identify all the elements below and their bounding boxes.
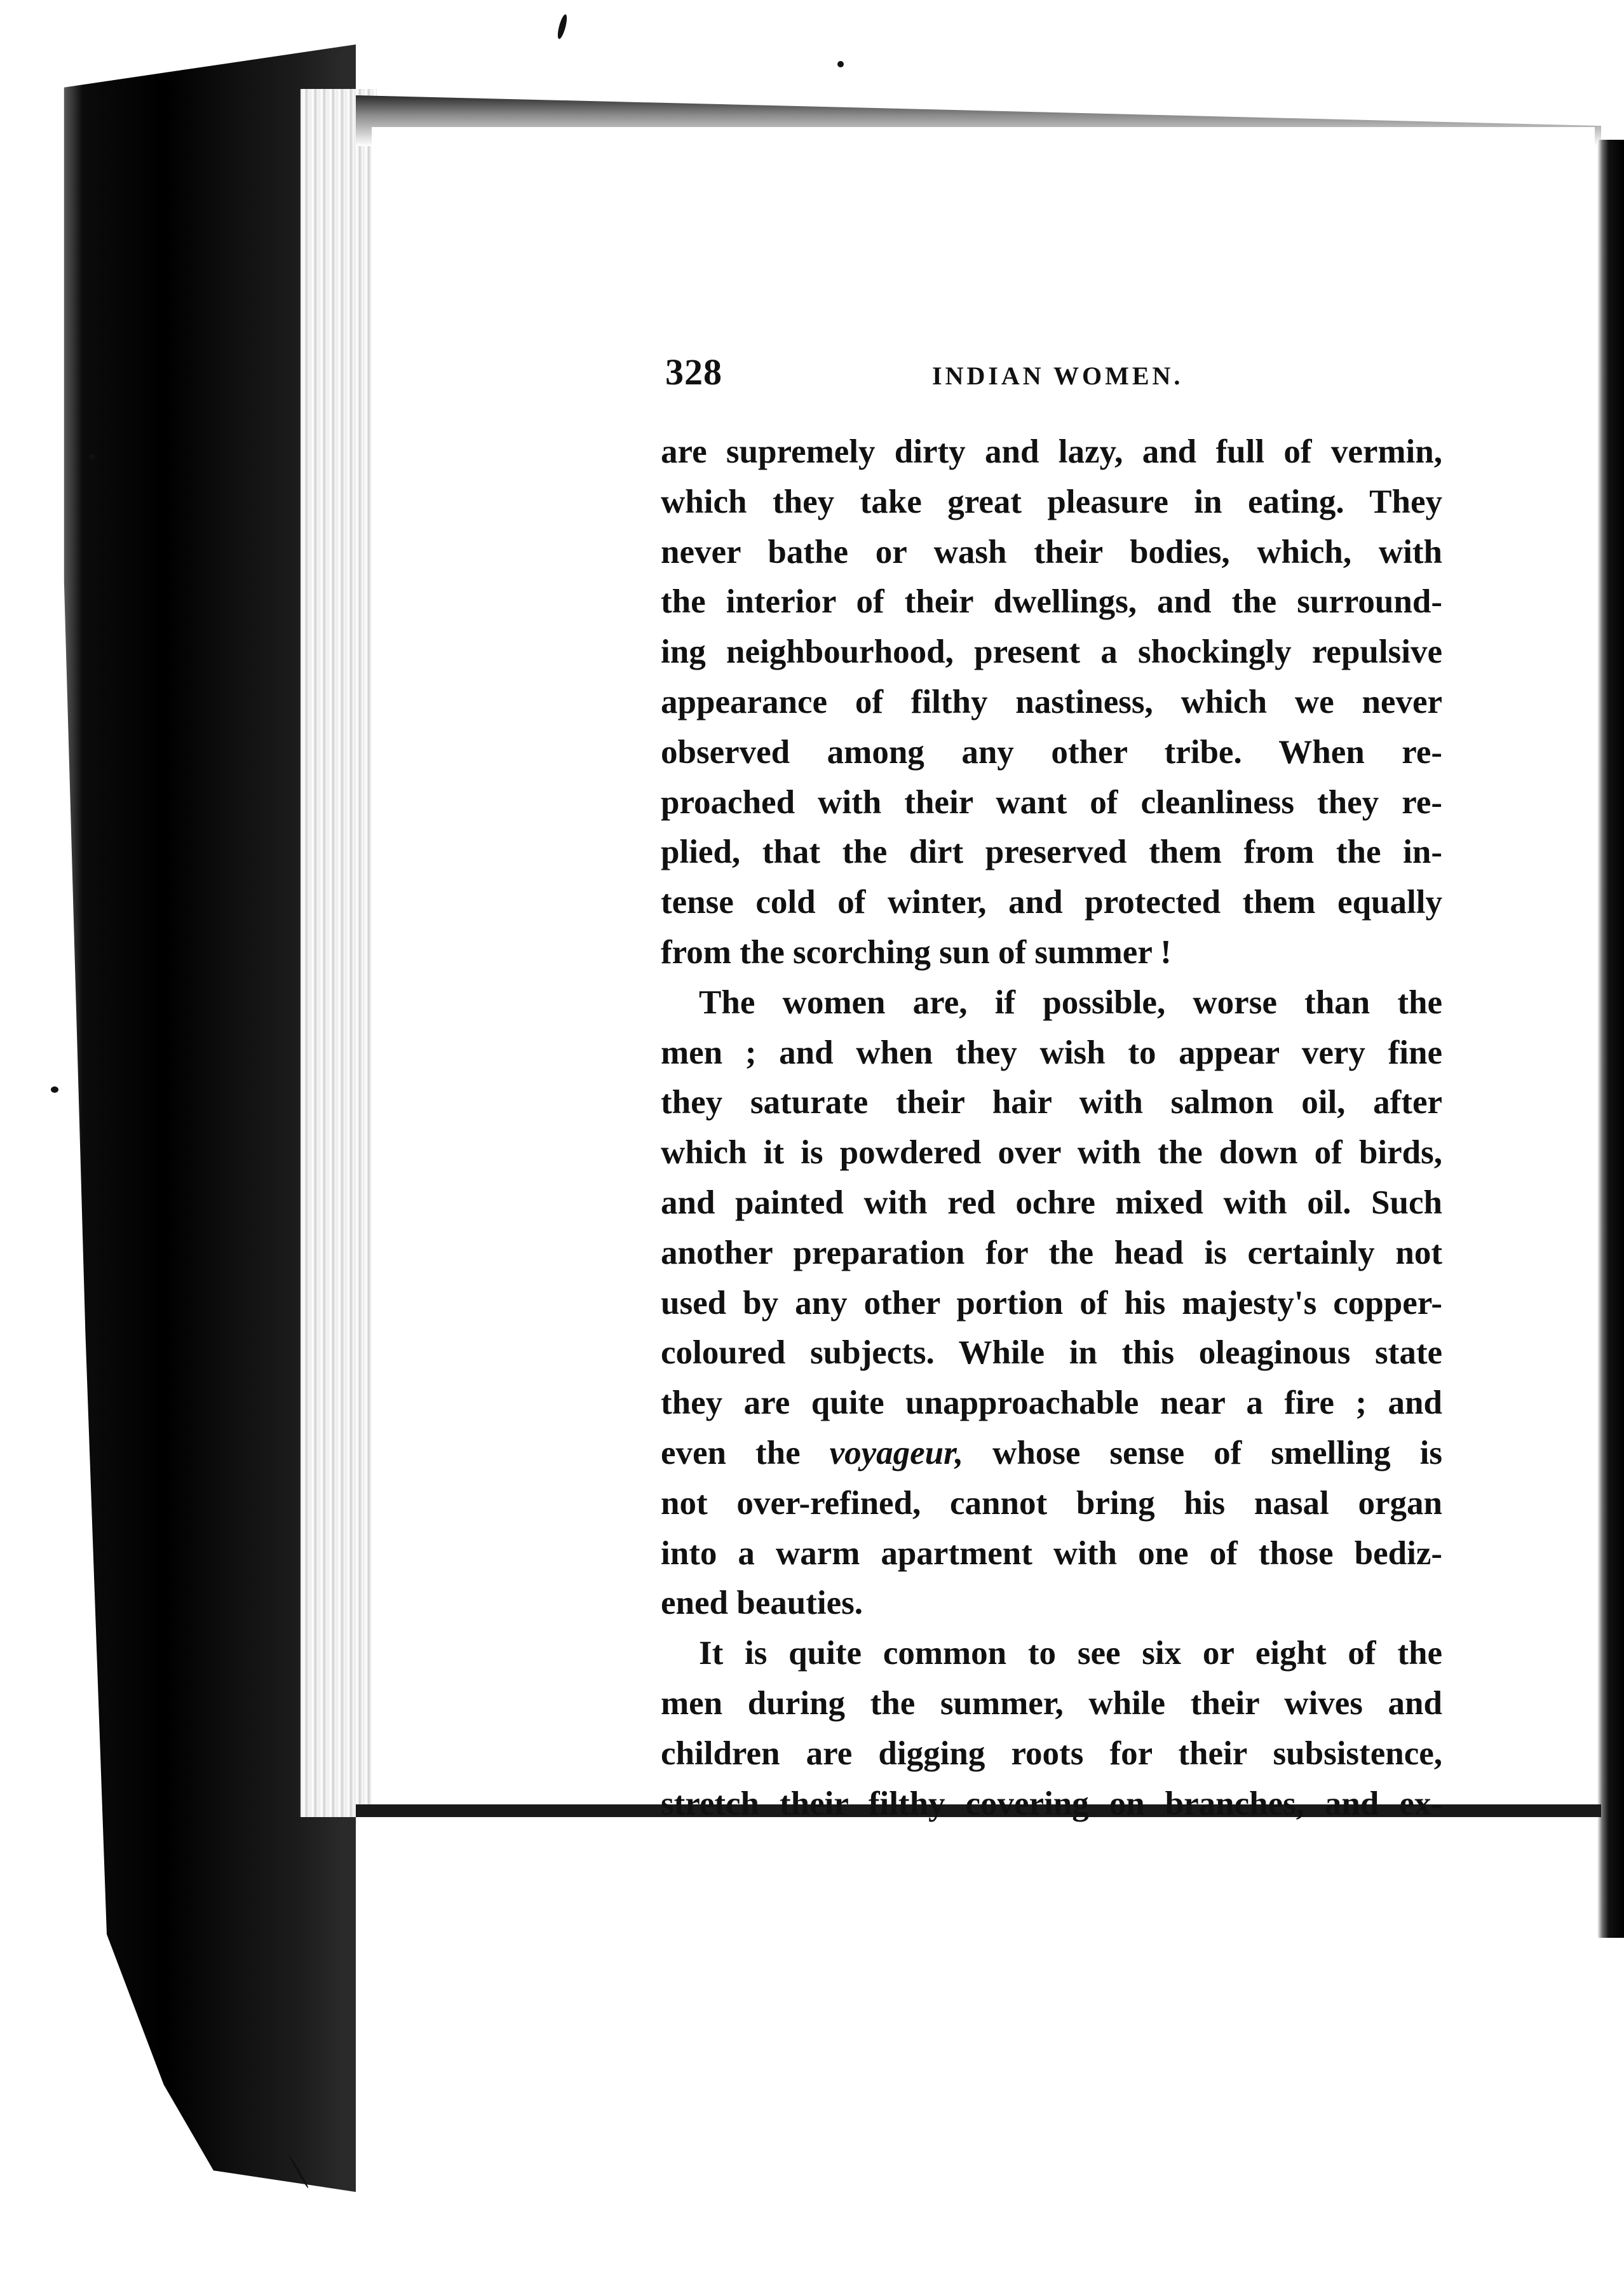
italic-word: voyageur, [829,1434,964,1471]
text-line: and painted with red ochre mixed with oil. Such [661,1184,1442,1221]
text-line: stretch their filthy covering on branches, and ex- [661,1785,1442,1822]
scan-speck [556,13,569,39]
text-line: they are quite unapproachable near a fire ; and [661,1384,1442,1422]
text-line: plied, that the dirt preserved them from the in- [661,834,1442,871]
text-line: the interior of their dwellings, and the surround- [661,583,1442,621]
text-line: not over-refined, cannot bring his nasal organ [661,1484,1442,1522]
text-line: used by any other portion of his majesty's copper- [661,1284,1442,1322]
text-line: tense cold of winter, and protected them equally [661,884,1442,921]
text-line: never bathe or wash their bodies, which, with [661,533,1442,571]
paragraph-2 [661,978,1442,1628]
text-line: men ; and when they wish to appear very fine [661,1034,1442,1071]
text-line: they saturate their hair with salmon oil, after [661,1084,1442,1121]
page-edges [299,89,377,1817]
text-line: are supremely dirty and lazy, and full of vermin, [661,433,1442,470]
right-binding-edge [1597,140,1624,1938]
text-line-with-italic [661,1428,1442,1478]
text-line: proached with their want of cleanliness they re- [661,783,1442,821]
paragraph-3 [661,1628,1442,1829]
text-line: into a warm apartment with one of those bediz- [661,1534,1442,1572]
text-line: It is quite common to see six or eight of the [699,1635,1442,1672]
text-line: which they take great pleasure in eating. They [661,483,1442,520]
running-head: INDIAN WOMEN. [932,362,1184,390]
text-line: ing neighbourhood, present a shockingly repulsive [661,633,1442,671]
text-fragment: even the [661,1434,830,1471]
text-fragment: whose sense of smelling is [963,1434,1442,1471]
text-line: observed among any other tribe. When re- [661,733,1442,771]
page-header [665,351,1485,402]
text-line: from the scorching sun of summer ! [661,933,1172,971]
paragraph-1 [661,427,1442,978]
text-line: children are digging roots for their subsistence, [661,1734,1442,1772]
text-line: ened beauties. [661,1585,863,1622]
text-line: coloured subjects. While in this oleaginous state [661,1334,1442,1372]
scan-speck [51,1086,58,1093]
text-line: The women are, if possible, worse than the [699,984,1442,1021]
scan-speck [89,454,95,459]
text-line: appearance of filthy nastiness, which we never [661,683,1442,720]
page-number: 328 [665,351,722,393]
scan-speck [837,61,844,67]
text-line: which it is powdered over with the down of birds, [661,1134,1442,1172]
body-text [661,427,1442,1829]
text-line: men during the summer, while their wives and [661,1684,1442,1722]
text-line: another preparation for the head is certainly not [661,1234,1442,1271]
